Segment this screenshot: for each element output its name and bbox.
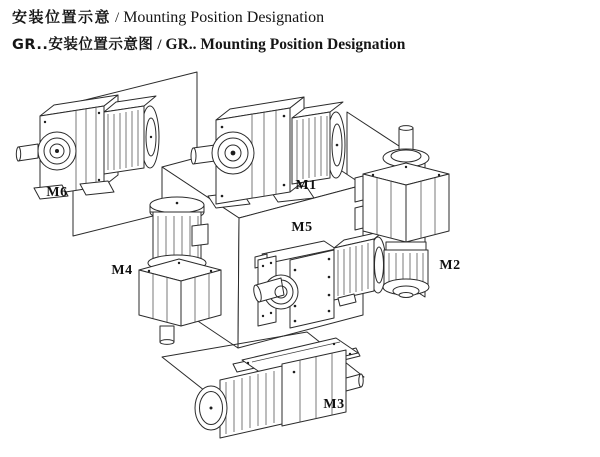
position-label-m2: M2 [439, 258, 461, 273]
position-label-m5: M5 [291, 220, 313, 235]
m4-output-shaft [160, 326, 174, 344]
position-label-m1: M1 [295, 178, 317, 193]
m3-motor [220, 366, 282, 438]
m2-motor [383, 242, 429, 298]
m3-gearbox [282, 350, 346, 426]
page-title-zh: 安装位置示意 [12, 8, 112, 26]
m6-motor [104, 96, 159, 174]
m1-bearing-face [212, 132, 254, 174]
page-subtitle-zh: GR..安装位置示意图 [12, 37, 154, 53]
m1-output-shaft [191, 145, 215, 164]
page-subtitle-en: GR.. Mounting Position Designation [165, 36, 406, 53]
page-title-en: Mounting Position Designation [123, 9, 325, 26]
page-title-separator: / [115, 10, 120, 26]
m4-gearbox [139, 259, 221, 326]
m6-bearing-face [38, 132, 76, 170]
m3-fan-cover [195, 386, 227, 430]
m6-output-shaft [16, 144, 38, 161]
m2-output-shaft [399, 126, 413, 152]
m2-gearbox [355, 163, 449, 242]
page-subtitle-separator: / [157, 37, 162, 53]
position-label-m3: M3 [323, 397, 345, 412]
position-label-m6: M6 [46, 185, 68, 200]
m3-output-shaft [346, 374, 363, 391]
position-label-m4: M4 [111, 263, 133, 278]
m1-motor [292, 102, 345, 184]
gearmotor-m6-illustration [16, 95, 159, 199]
gearmotor-m3-illustration [195, 338, 363, 438]
